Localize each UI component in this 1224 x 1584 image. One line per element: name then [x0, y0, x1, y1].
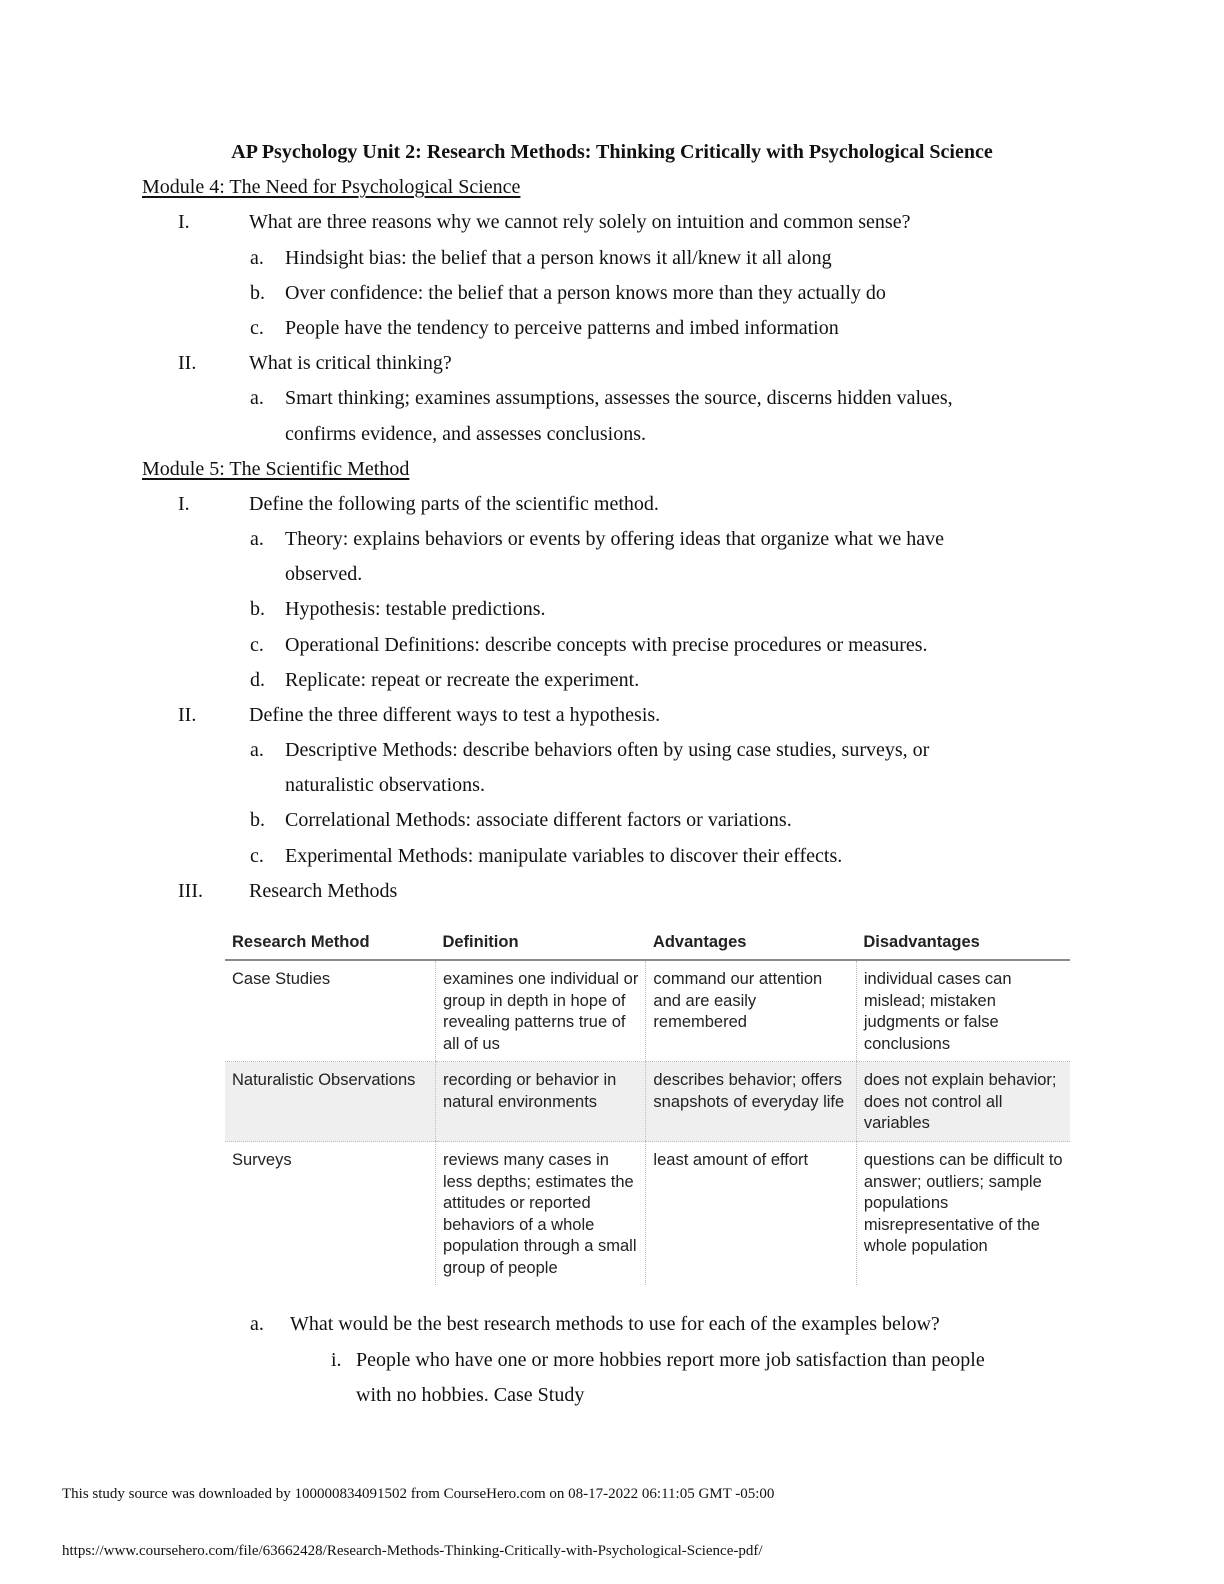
section-question: What are three reasons why we cannot rely solely on intuition and common sense?: [249, 211, 911, 233]
table-cell: Surveys: [232, 1151, 292, 1169]
answer-label: c.: [250, 845, 264, 867]
download-notice: This study source was downloaded by 100000834091502 from CourseHero.com on 08-17-2022 06:11:05 GMT -05:00: [62, 1486, 775, 1502]
answer-label: a.: [250, 247, 264, 269]
answer-label: b.: [250, 809, 265, 831]
table-cell: describes behavior; offers snapshots of everyday life: [646, 1062, 856, 1142]
table-cell: examines one individual or group in depth in hope of revealing patterns true of all of us: [435, 960, 645, 1062]
answer-text-continued: observed.: [285, 563, 363, 585]
followup-item-text: People who have one or more hobbies report more job satisfaction than people: [356, 1349, 985, 1371]
column-header: Research Method: [225, 922, 435, 960]
answer-label: a.: [250, 528, 264, 550]
section-question: Define the three different ways to test a hypothesis.: [249, 704, 661, 726]
answer-text: People have the tendency to perceive patterns and imbed information: [285, 317, 839, 339]
table-cell: does not explain behavior; does not control all variables: [856, 1062, 1070, 1142]
section-question: Define the following parts of the scientific method.: [249, 493, 659, 515]
table-cell: Case Studies: [225, 960, 435, 1062]
answer-label: a.: [250, 739, 264, 761]
table-row: [225, 1142, 1070, 1286]
answer-label: a.: [250, 387, 264, 409]
answer-text: Correlational Methods: associate different factors or variations.: [285, 809, 792, 831]
table-cell: individual cases can mislead; mistaken judgments or false conclusions: [856, 960, 1070, 1062]
table-cell: Naturalistic Observations: [225, 1062, 435, 1142]
module-5-heading: Module 5: The Scientific Method: [142, 458, 410, 480]
answer-text: Hindsight bias: the belief that a person knows it all/knew it all along: [285, 247, 832, 269]
answer-label: c.: [250, 317, 264, 339]
table-cell: command our attention and are easily remembered: [646, 960, 856, 1062]
section-numeral: II.: [178, 704, 197, 726]
answer-text: Theory: explains behaviors or events by offering ideas that organize what we have: [285, 528, 945, 550]
section-numeral: I.: [178, 211, 190, 233]
column-header: Advantages: [646, 922, 856, 960]
column-header: Definition: [435, 922, 645, 960]
table-cell: least amount of effort: [646, 1142, 856, 1286]
source-url[interactable]: https://www.coursehero.com/file/63662428/Research-Methods-Thinking-Critically-with-Psychological-Science-pdf/: [62, 1543, 763, 1559]
table-header-row: [225, 922, 1070, 960]
answer-label: b.: [250, 598, 265, 620]
section-numeral: III.: [178, 880, 203, 902]
table-row: [225, 1062, 1070, 1142]
section-question: Research Methods: [249, 880, 398, 902]
followup-item-text-continued: with no hobbies. Case Study: [356, 1384, 585, 1406]
table-cell: reviews many cases in less depths; estimates the attitudes or reported behaviors of a whole population through a small group of people: [435, 1142, 645, 1286]
module-4-heading: Module 4: The Need for Psychological Science: [142, 176, 521, 198]
followup-item-label: i.: [331, 1349, 342, 1371]
table-cell: questions can be difficult to answer; outliers; sample populations misrepresentative of the whole population: [856, 1142, 1070, 1286]
research-methods-table: [225, 922, 1070, 1285]
answer-text-continued: naturalistic observations.: [285, 774, 485, 796]
table-cell: recording or behavior in natural environments: [435, 1062, 645, 1142]
answer-label: d.: [250, 669, 265, 691]
answer-text-continued: confirms evidence, and assesses conclusions.: [285, 423, 647, 445]
document-title: AP Psychology Unit 2: Research Methods: Thinking Critically with Psychological Science: [231, 141, 993, 163]
answer-text: Hypothesis: testable predictions.: [285, 598, 546, 620]
section-numeral: I.: [178, 493, 190, 515]
column-header: Disadvantages: [856, 922, 1070, 960]
section-numeral: II.: [178, 352, 197, 374]
answer-text: Descriptive Methods: describe behaviors often by using case studies, surveys, or: [285, 739, 930, 761]
followup-label: a.: [250, 1313, 264, 1335]
table-row: [225, 960, 1070, 1062]
answer-text: Operational Definitions: describe concepts with precise procedures or measures.: [285, 634, 928, 656]
answer-text: Experimental Methods: manipulate variables to discover their effects.: [285, 845, 843, 867]
answer-label: b.: [250, 282, 265, 304]
answer-text: Smart thinking; examines assumptions, assesses the source, discerns hidden values,: [285, 387, 953, 409]
answer-text: Over confidence: the belief that a person knows more than they actually do: [285, 282, 886, 304]
answer-text: Replicate: repeat or recreate the experiment.: [285, 669, 640, 691]
followup-question: What would be the best research methods to use for each of the examples below?: [290, 1313, 940, 1335]
section-question: What is critical thinking?: [249, 352, 452, 374]
answer-label: c.: [250, 634, 264, 656]
